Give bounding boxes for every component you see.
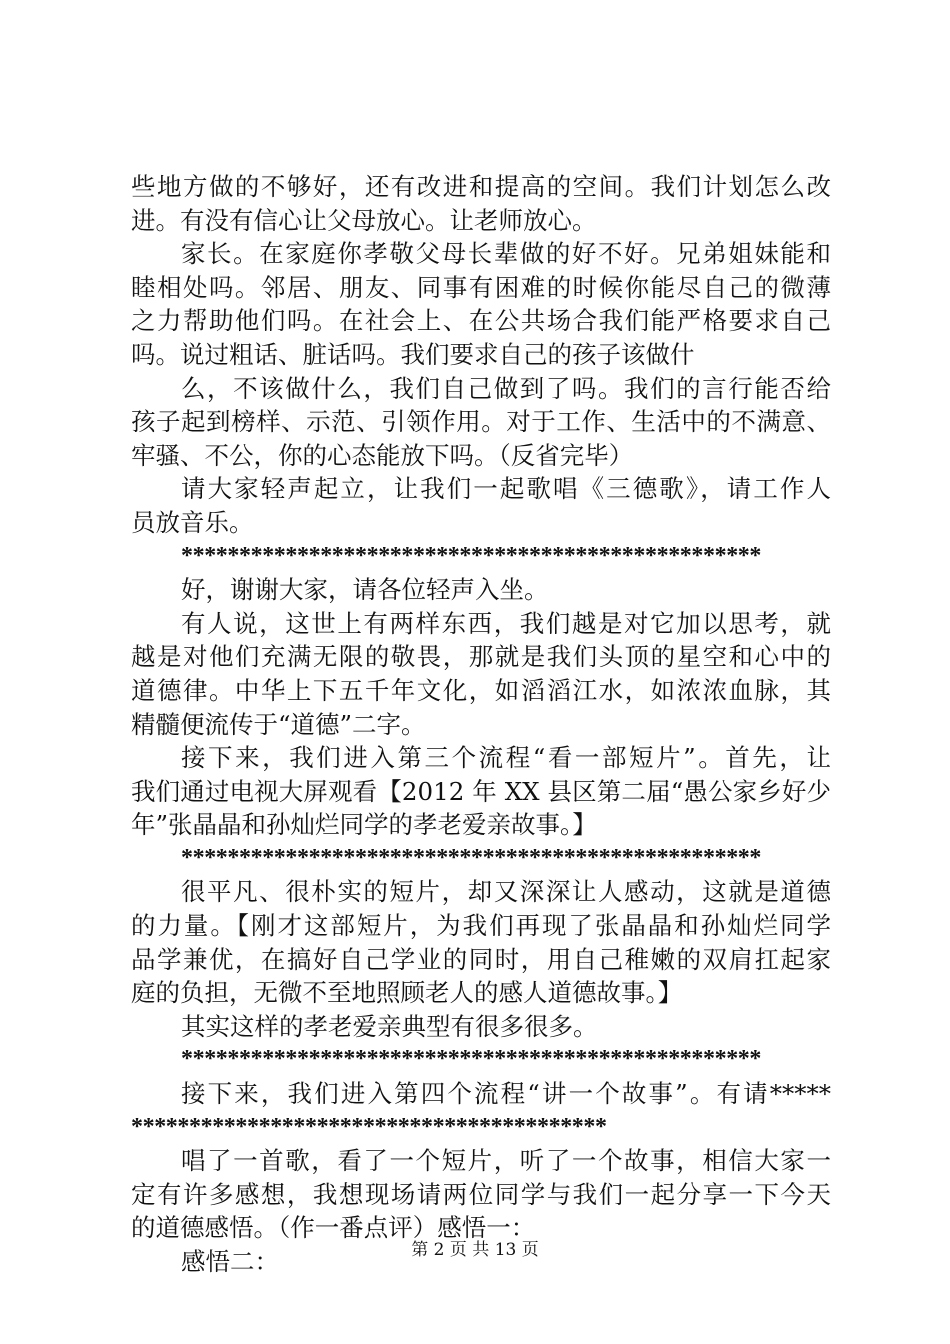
separator-line: *****************************************: [131, 1113, 607, 1140]
text-line: 请大家轻声起立，让我们一起歌唱《三德歌》，请工作人: [181, 474, 831, 504]
text-line: 很平凡、很朴实的短片，却又深深让人感动，这就是道德: [181, 877, 831, 907]
text-line: 品学兼优，在搞好自己学业的同时，用自己稚嫩的双肩扛起家: [131, 944, 831, 974]
text-line: 年”张晶晶和孙灿烂同学的孝老爱亲故事。】: [131, 810, 597, 840]
text-line: 之力帮助他们吗。在社会上、在公共场合我们能严格要求自己: [131, 306, 831, 336]
text-line: 好，谢谢大家，请各位轻声入坐。: [181, 575, 549, 605]
text-line: 道德律。中华上下五千年文化，如滔滔江水，如浓浓血脉，其: [131, 675, 831, 705]
text-line: 的道德感悟。（作一番点评）感悟一：: [131, 1213, 536, 1243]
text-line: 进。有没有信心让父母放心。让老师放心。: [131, 205, 597, 235]
document-body: [131, 170, 831, 1279]
text-line: 定有许多感想，我想现场请两位同学与我们一起分享一下今天: [131, 1179, 831, 1209]
text-line: 感悟二：: [181, 1247, 279, 1276]
text-line: 些地方做的不够好，还有改进和提高的空间。我们计划怎么改: [131, 172, 831, 201]
text-line: 睦相处吗。邻居、朋友、同事有困难的时候你能尽自己的微薄: [131, 272, 831, 302]
separator-line: **************************************************: [181, 542, 762, 569]
text-line: 唱了一首歌，看了一个短片，听了一个故事，相信大家一: [181, 1146, 831, 1176]
text-line: 精髓便流传于“道德”二字。: [131, 709, 426, 739]
text-line: 牢骚、不公，你的心态能放下吗。（反省完毕）: [131, 440, 634, 470]
text-line: 越是对他们充满无限的敬畏，那就是我们头顶的星空和心中的: [131, 642, 831, 672]
separator-line: **************************************************: [181, 1046, 762, 1073]
text-line: 我们通过电视大屏观看【2012 年 XX 县区第二届“愚公家乡好少: [131, 776, 831, 806]
separator-line: **************************************************: [181, 844, 762, 871]
text-line: 庭的负担，无微不至地照顾老人的感人道德故事。】: [131, 978, 683, 1008]
text-line: 孩子起到榜样、示范、引领作用。对于工作、生活中的不满意、: [131, 407, 831, 437]
text-line: 吗。说过粗话、脏话吗。我们要求自己的孩子该做什: [131, 339, 695, 369]
text-line: 接下来，我们进入第三个流程“看一部短片”。首先，让: [181, 743, 831, 773]
text-line: 的力量。【刚才这部短片，为我们再现了张晶晶和孙灿烂同学: [131, 911, 831, 941]
text-line: 其实这样的孝老爱亲典型有很多很多。: [181, 1011, 598, 1041]
text-line: 家长。在家庭你孝敬父母长辈做的好不好。兄弟姐妹能和: [181, 239, 831, 269]
text-line: 么，不该做什么，我们自己做到了吗。我们的言行能否给: [181, 373, 831, 403]
text-line: 有人说，这世上有两样东西，我们越是对它加以思考，就: [181, 608, 831, 638]
page-number-footer: 第 2 页 共 13 页: [411, 1240, 539, 1260]
text-line: 员放音乐。: [131, 507, 254, 537]
text-line: 接下来，我们进入第四个流程“讲一个故事”。有请*****: [181, 1079, 831, 1109]
